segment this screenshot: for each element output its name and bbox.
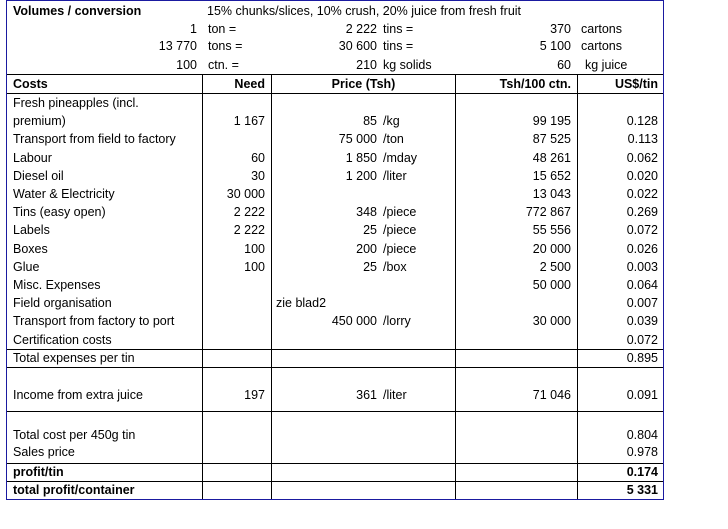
cost-row-usd: 0.128: [626, 114, 658, 128]
cost-row-need: 2 222: [233, 205, 265, 219]
cost-row-price: [272, 277, 377, 294]
cost-row-tsh: 48 261: [532, 151, 571, 165]
cost-row-label: Transport from field to factory: [13, 132, 176, 146]
cost-row-need: [203, 332, 265, 349]
cost-row-price-text: zie blad2: [276, 296, 327, 310]
header-tsh100: Tsh/100 ctn.: [499, 77, 571, 91]
cost-row-price: 25: [363, 223, 377, 237]
table-top-border: [7, 74, 663, 75]
cost-row-label: Labels: [13, 223, 50, 237]
cost-row-price: [272, 95, 377, 112]
cost-row-unit: /kg: [383, 114, 400, 128]
cost-row-unit: /mday: [383, 151, 418, 165]
cost-row-unit: /ton: [383, 132, 404, 146]
vol-b-unit: kg solids: [383, 58, 432, 72]
cost-row-need: 100: [244, 260, 265, 274]
vol-c: 370: [550, 22, 571, 36]
total-cost-usd: 0.804: [626, 428, 658, 442]
cost-row-tsh: 30 000: [532, 314, 571, 328]
cost-row-usd: 0.269: [626, 205, 658, 219]
vol-a: 100: [176, 58, 197, 72]
profit-tin-usd: 0.174: [626, 465, 658, 479]
cost-row-tsh: [456, 95, 571, 112]
cost-row-unit: [383, 332, 453, 349]
income-unit: /liter: [383, 388, 407, 402]
cost-row-usd: 0.039: [626, 314, 658, 328]
vol-a-unit: ctn. =: [208, 58, 239, 72]
income-usd: 0.091: [626, 388, 658, 402]
vol-c: 60: [557, 58, 571, 72]
sales-price-label: Sales price: [13, 445, 75, 459]
cost-row-usd: 0.020: [626, 169, 658, 183]
cost-row-usd: 0.022: [626, 187, 658, 201]
vol-c-unit: kg juice: [585, 58, 628, 72]
cost-row-usd: 0.072: [626, 333, 658, 347]
cost-row-need: [203, 277, 265, 294]
cost-row-need: [203, 131, 265, 148]
cost-row-tsh: [456, 295, 571, 312]
cost-row-need: [203, 313, 265, 330]
cost-row-need: 1 167: [233, 114, 265, 128]
vol-b-unit: tins =: [383, 39, 414, 53]
spreadsheet: [6, 0, 664, 500]
cost-row-label: Labour: [13, 151, 52, 165]
cost-row-label: Transport from factory to port: [13, 314, 175, 328]
header-need: Need: [234, 77, 265, 91]
volumes-title: Volumes / conversion: [13, 4, 142, 18]
cost-row-usd: 0.113: [627, 132, 658, 146]
cost-row-price: 200: [356, 242, 377, 256]
sales-price-usd: 0.978: [626, 445, 658, 459]
vol-b: 30 600: [338, 39, 377, 53]
header-costs: Costs: [13, 77, 48, 91]
header-bottom-border: [7, 93, 663, 94]
cost-row-unit: /piece: [383, 205, 417, 219]
vol-a: 13 770: [158, 39, 197, 53]
cost-row-usd: 0.003: [626, 260, 658, 274]
cost-row-usd: 0.062: [626, 151, 658, 165]
cost-row-usd: 0.007: [626, 296, 658, 310]
income-tsh: 71 046: [532, 388, 571, 402]
cost-row-unit: [383, 295, 453, 312]
header-price: Price (Tsh): [331, 77, 396, 91]
cost-row-label: Boxes: [13, 242, 48, 256]
cost-row-unit: [383, 277, 453, 294]
vol-b: 210: [356, 58, 377, 72]
income-price: 361: [356, 388, 377, 402]
income-label: Income from extra juice: [13, 388, 143, 402]
cost-row-price: [272, 186, 377, 203]
cost-row-price: 348: [356, 205, 377, 219]
cost-row-label: Diesel oil: [13, 169, 64, 183]
total-expenses-usd: 0.895: [626, 351, 658, 365]
profit-tin-label: profit/tin: [13, 465, 64, 479]
cost-row-tsh: 87 525: [532, 132, 571, 146]
cost-row-price: 85: [363, 114, 377, 128]
cost-row-unit: /box: [383, 260, 407, 274]
cost-row-label: premium): [13, 114, 66, 128]
cost-row-tsh: 13 043: [532, 187, 571, 201]
vol-a-unit: ton =: [208, 22, 237, 36]
total-cost-label: Total cost per 450g tin: [13, 428, 136, 442]
cost-row-tsh: 772 867: [525, 205, 571, 219]
vol-a: 1: [190, 22, 197, 36]
cost-row-usd: 0.026: [626, 242, 658, 256]
cost-row-tsh: 99 195: [532, 114, 571, 128]
cost-row-label: Fresh pineapples (incl.: [13, 96, 139, 110]
cost-row-price: [272, 332, 377, 349]
cost-row-unit: /liter: [383, 169, 407, 183]
cost-row-need: 2 222: [233, 223, 265, 237]
vol-c: 5 100: [539, 39, 571, 53]
cost-row-label: Glue: [13, 260, 40, 274]
profit-container-label: total profit/container: [13, 483, 135, 497]
cost-row-price: 1 850: [345, 151, 377, 165]
cost-row-price: 1 200: [345, 169, 377, 183]
cost-row-unit: /piece: [383, 223, 417, 237]
volumes-note: 15% chunks/slices, 10% crush, 20% juice from fresh fruit: [207, 4, 522, 18]
cost-row-price: 25: [363, 260, 377, 274]
cost-row-tsh: 20 000: [532, 242, 571, 256]
cost-row-label: Field organisation: [13, 296, 112, 310]
cost-row-unit: /lorry: [383, 314, 411, 328]
cost-row-need: 60: [251, 151, 265, 165]
vol-b-unit: tins =: [383, 22, 414, 36]
cost-row-unit: /piece: [383, 242, 417, 256]
profit-container-usd: 5 331: [626, 483, 658, 497]
cost-row-tsh: 15 652: [532, 169, 571, 183]
row-border: [7, 411, 663, 412]
total-expenses-label: Total expenses per tin: [13, 351, 135, 365]
cost-row-tsh: [456, 332, 571, 349]
vol-c-unit: cartons: [581, 22, 622, 36]
cost-row-tsh: 50 000: [532, 278, 571, 292]
cost-row-label: Tins (easy open): [13, 205, 106, 219]
vol-b: 2 222: [345, 22, 377, 36]
cost-row-need: 100: [244, 242, 265, 256]
vol-c-unit: cartons: [581, 39, 622, 53]
cost-row-label: Misc. Expenses: [13, 278, 101, 292]
cost-row-usd: [578, 95, 658, 112]
cost-row-tsh: 55 556: [532, 223, 571, 237]
header-usd: US$/tin: [614, 77, 658, 91]
cost-row-need: 30: [251, 169, 265, 183]
cost-row-price: 75 000: [338, 132, 377, 146]
cost-row-price: 450 000: [331, 314, 377, 328]
cost-row-need: [203, 95, 265, 112]
income-need: 197: [244, 388, 265, 402]
row-border: [7, 463, 663, 464]
cost-row-label: Water & Electricity: [13, 187, 115, 201]
cost-row-tsh: 2 500: [539, 260, 571, 274]
vol-a-unit: tons =: [208, 39, 243, 53]
cost-row-need: [203, 295, 265, 312]
cost-row-unit: [383, 186, 453, 203]
cost-row-unit: [383, 95, 453, 112]
cost-row-usd: 0.064: [626, 278, 658, 292]
cost-row-usd: 0.072: [626, 223, 658, 237]
cost-row-need: 30 000: [226, 187, 265, 201]
row-border: [7, 367, 663, 368]
cost-row-label: Certification costs: [13, 333, 112, 347]
